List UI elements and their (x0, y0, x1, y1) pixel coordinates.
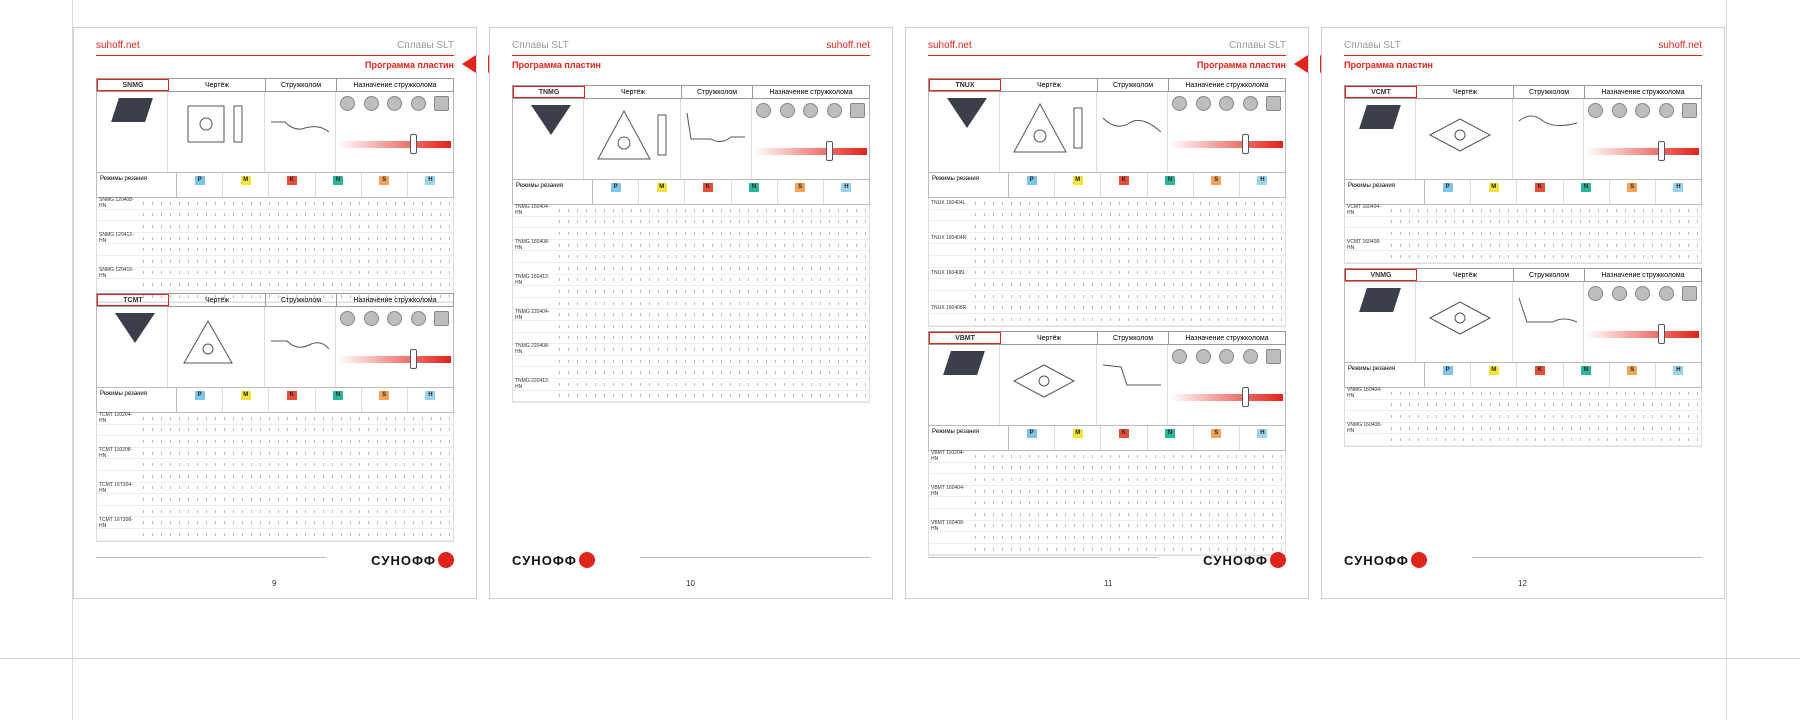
page-number: 12 (1518, 579, 1527, 588)
footer-line (928, 557, 1158, 558)
group-k: K (1119, 429, 1129, 438)
group-k: K (1535, 366, 1545, 375)
table-row: TNMG 160412-HN (513, 275, 869, 287)
purpose-cell (1168, 92, 1285, 172)
insert-drawing (168, 307, 264, 387)
breaker-profile (1097, 92, 1167, 172)
group-p: P (1443, 183, 1453, 192)
program-title: Программа пластин (1197, 60, 1286, 70)
program-title: Программа пластин (365, 60, 454, 70)
table-row (513, 356, 869, 368)
table-row (929, 509, 1285, 521)
group-p: P (1027, 176, 1037, 185)
group-s: S (379, 176, 389, 185)
group-s: S (379, 391, 389, 400)
drawing-header: Чертёж (1417, 86, 1514, 98)
breaker-header: Стружколом (266, 79, 337, 91)
insert-code: VCMT (1345, 86, 1417, 98)
table-row: TNMG 220408-HN (513, 344, 869, 356)
catalog-page-10 (489, 27, 893, 599)
breaker-header: Стружколом (1514, 86, 1585, 98)
brand-link[interactable]: suhoff.net (96, 40, 140, 51)
table-row (513, 286, 869, 298)
table-row (929, 497, 1285, 509)
prev-page-arrow-icon[interactable] (462, 55, 476, 73)
range-marker (410, 134, 417, 154)
cutting-table (96, 413, 454, 542)
header-divider (1344, 55, 1702, 56)
insert-section-tnux (928, 78, 1286, 327)
breaker-header: Стружколом (266, 294, 337, 306)
range-marker (410, 349, 417, 369)
group-n: N (1581, 366, 1591, 375)
table-row: TNUX 160408R (929, 302, 1285, 314)
insert-drawing (584, 99, 680, 179)
catalog-page-9 (73, 27, 477, 599)
table-row (97, 256, 453, 268)
breaker-header: Стружколом (682, 86, 753, 98)
sunoff-logo: СУНОФФ (371, 552, 454, 568)
application-bar (338, 356, 451, 363)
catalog-page-12 (1321, 27, 1725, 599)
purpose-icons (1172, 96, 1281, 111)
purpose-cell (752, 99, 869, 179)
group-m: M (1489, 183, 1499, 192)
group-h: H (1257, 176, 1267, 185)
header-divider (928, 55, 1286, 56)
table-row (1345, 434, 1701, 446)
table-row (929, 256, 1285, 268)
insert-drawing (168, 92, 264, 172)
purpose-header: Назначение стружколома (1601, 271, 1685, 279)
prev-page-arrow-icon[interactable] (1294, 55, 1308, 73)
group-p: P (195, 391, 205, 400)
purpose-cell (1168, 345, 1285, 425)
insert-image (1359, 288, 1401, 312)
group-k: K (287, 176, 297, 185)
cutting-table (512, 205, 870, 403)
insert-code: TNUX (929, 79, 1001, 91)
header-divider (512, 55, 870, 56)
table-row (97, 436, 453, 448)
cutting-table (1344, 205, 1702, 264)
table-row (97, 494, 453, 506)
table-row: VBMT 110204-HN (929, 451, 1285, 463)
group-h: H (425, 176, 435, 185)
table-row: VCMT 160404-HN (1345, 205, 1701, 217)
program-title: Программа пластин (512, 60, 601, 70)
group-s: S (1627, 183, 1637, 192)
insert-code: VNMG (1345, 269, 1417, 281)
table-row: TCMT 110208-HN (97, 448, 453, 460)
footer-line (640, 557, 870, 558)
group-h: H (1673, 183, 1683, 192)
table-row (1345, 228, 1701, 240)
table-row (929, 463, 1285, 475)
group-p: P (1443, 366, 1453, 375)
range-marker (1242, 134, 1249, 154)
brand-link[interactable]: suhoff.net (928, 40, 972, 51)
application-bar (1586, 331, 1699, 338)
purpose-header: Назначение стружколома (1185, 81, 1269, 89)
application-bar (338, 141, 451, 148)
table-row (929, 314, 1285, 326)
application-bar (1170, 394, 1283, 401)
catalog-page-11 (905, 27, 1309, 599)
group-m: M (241, 391, 251, 400)
program-title: Программа пластин (1344, 60, 1433, 70)
group-m: M (1489, 366, 1499, 375)
purpose-cell (1584, 282, 1701, 362)
application-bar (1586, 148, 1699, 155)
table-row (97, 279, 453, 291)
brand-link[interactable]: suhoff.net (1658, 40, 1702, 51)
table-row: VBMT 160404-HN (929, 486, 1285, 498)
sunoff-logo: СУНОФФ (1203, 552, 1286, 568)
table-row (97, 425, 453, 437)
group-h: H (1257, 429, 1267, 438)
insert-section-tcmt (96, 293, 454, 542)
group-s: S (1211, 176, 1221, 185)
table-row: TNMG 220412-HN (513, 379, 869, 391)
group-p: P (611, 183, 621, 192)
group-h: H (425, 391, 435, 400)
breaker-profile (1513, 99, 1583, 179)
drawing-cell (168, 92, 265, 172)
group-s: S (1627, 366, 1637, 375)
alloy-title: Сплавы SLT (1344, 40, 1401, 51)
insert-drawing (1000, 345, 1096, 425)
group-p: P (1027, 429, 1037, 438)
drawing-header: Чертёж (1001, 332, 1098, 344)
table-row (929, 474, 1285, 486)
purpose-cell (336, 307, 453, 387)
table-row (97, 529, 453, 541)
breaker-header: Стружколом (1098, 79, 1169, 91)
page-number: 11 (1104, 579, 1113, 588)
insert-image (115, 313, 155, 343)
group-n: N (333, 176, 343, 185)
table-row: TCMT 16T308-HN (97, 517, 453, 529)
group-s: S (795, 183, 805, 192)
modes-label: Режимы резания (97, 173, 177, 197)
table-row (513, 367, 869, 379)
guide-line (1726, 0, 1727, 720)
table-row (1345, 217, 1701, 229)
group-n: N (333, 391, 343, 400)
footer-line (96, 557, 326, 558)
table-row (929, 291, 1285, 303)
table-row (929, 279, 1285, 291)
table-row (513, 251, 869, 263)
table-row: SNMG 120412-HN (97, 233, 453, 245)
table-row: TNUX 160408L (929, 268, 1285, 280)
group-m: M (657, 183, 667, 192)
group-m: M (1073, 429, 1083, 438)
insert-image (1359, 105, 1401, 129)
insert-drawing (1416, 99, 1512, 179)
table-row (97, 210, 453, 222)
insert-section-tnmg (512, 85, 870, 403)
table-row: TNMG 220404-HN (513, 309, 869, 321)
table-row (97, 459, 453, 471)
purpose-cell (1584, 99, 1701, 179)
group-m: M (1073, 176, 1083, 185)
insert-image (943, 351, 985, 375)
purpose-header: Назначение стружколома (769, 88, 853, 96)
table-row (1345, 400, 1701, 412)
table-row: TCMT 16T304-HN (97, 483, 453, 495)
page-number: 10 (686, 579, 695, 588)
sunoff-logo: СУНОФФ (1344, 552, 1427, 568)
application-bar (1170, 141, 1283, 148)
brand-link[interactable]: suhoff.net (826, 40, 870, 51)
table-row (97, 471, 453, 483)
table-row (513, 217, 869, 229)
alloy-title: Сплавы SLT (512, 40, 569, 51)
breaker-profile (1097, 345, 1167, 425)
header-divider (96, 55, 454, 56)
table-row: TCMT 110204-HN (97, 413, 453, 425)
group-k: K (1119, 176, 1129, 185)
purpose-header: Назначение стружколома (353, 296, 437, 304)
insert-drawing (1000, 92, 1096, 172)
modes-label: Режимы резания (513, 180, 593, 204)
breaker-profile (1513, 282, 1583, 362)
purpose-icons (1588, 286, 1697, 301)
breaker-header: Стружколом (1514, 269, 1585, 281)
table-row (929, 532, 1285, 544)
table-row (97, 506, 453, 518)
table-row (1345, 251, 1701, 263)
cutting-table (928, 451, 1286, 556)
breaker-profile (681, 99, 751, 179)
insert-code: TNMG (513, 86, 585, 98)
table-row: SNMG 120408-HN (97, 198, 453, 210)
drawing-header: Чертёж (169, 294, 266, 306)
purpose-icons (1588, 103, 1697, 118)
breaker-profile (265, 92, 335, 172)
range-marker (1242, 387, 1249, 407)
table-row: TNUX 160404R (929, 233, 1285, 245)
purpose-header: Назначение стружколома (353, 81, 437, 89)
table-row (513, 333, 869, 345)
table-row (929, 244, 1285, 256)
drawing-header: Чертёж (585, 86, 682, 98)
table-row (513, 298, 869, 310)
group-k: K (703, 183, 713, 192)
modes-label: Режимы резания (929, 426, 1009, 450)
group-h: H (841, 183, 851, 192)
modes-label: Режимы резания (1345, 363, 1425, 387)
purpose-cell (336, 92, 453, 172)
drawing-header: Чертёж (1001, 79, 1098, 91)
group-n: N (749, 183, 759, 192)
table-row (513, 391, 869, 403)
table-row: TNUX 160404L (929, 198, 1285, 210)
table-row (513, 228, 869, 240)
purpose-icons (1172, 349, 1281, 364)
group-s: S (1211, 429, 1221, 438)
insert-drawing (1416, 282, 1512, 362)
range-marker (1658, 324, 1665, 344)
purpose-icons (756, 103, 865, 118)
application-bar (754, 148, 867, 155)
modes-label: Режимы резания (97, 388, 177, 412)
table-row: TNMG 160408-HN (513, 240, 869, 252)
modes-label: Режимы резания (929, 173, 1009, 197)
insert-section-vnmg (1344, 268, 1702, 447)
cutting-table (928, 198, 1286, 327)
group-n: N (1165, 176, 1175, 185)
modes-label: Режимы резания (1345, 180, 1425, 204)
table-row (97, 244, 453, 256)
purpose-header: Назначение стружколома (1601, 88, 1685, 96)
table-row: SNMG 120416-HN (97, 268, 453, 280)
insert-image (947, 98, 987, 128)
breaker-cell (265, 92, 336, 172)
group-k: K (1535, 183, 1545, 192)
table-row (513, 321, 869, 333)
page-number: 9 (272, 579, 277, 588)
breaker-profile (265, 307, 335, 387)
purpose-icons (340, 311, 449, 326)
breaker-header: Стружколом (1098, 332, 1169, 344)
group-n: N (1581, 183, 1591, 192)
alloy-title: Сплавы SLT (397, 40, 454, 51)
table-row: VNMG 160408-HN (1345, 423, 1701, 435)
table-row: TNMG 160404-HN (513, 205, 869, 217)
table-row (929, 221, 1285, 233)
group-m: M (241, 176, 251, 185)
footer-line (1472, 557, 1702, 558)
insert-section-vbmt (928, 331, 1286, 556)
cutting-table (96, 198, 454, 303)
insert-image (531, 105, 571, 135)
guide-line (0, 658, 1800, 659)
insert-section-vcmt (1344, 85, 1702, 264)
sunoff-logo: СУНОФФ (512, 552, 595, 568)
group-n: N (1165, 429, 1175, 438)
table-row: VCMT 160408-HN (1345, 240, 1701, 252)
group-h: H (1673, 366, 1683, 375)
range-marker (1658, 141, 1665, 161)
range-marker (826, 141, 833, 161)
drawing-header: Чертёж (169, 79, 266, 91)
table-row: VNMG 160404-HN (1345, 388, 1701, 400)
group-k: K (287, 391, 297, 400)
group-p: P (195, 176, 205, 185)
table-row (97, 221, 453, 233)
table-row (1345, 411, 1701, 423)
insert-code: VBMT (929, 332, 1001, 344)
cutting-table (1344, 388, 1702, 447)
insert-code: SNMG (97, 79, 169, 91)
table-row (513, 263, 869, 275)
purpose-icons (340, 96, 449, 111)
table-row: VBMT 160408-HN (929, 521, 1285, 533)
table-row (929, 210, 1285, 222)
insert-section-snmg (96, 78, 454, 303)
purpose-header: Назначение стружколома (1185, 334, 1269, 342)
drawing-header: Чертёж (1417, 269, 1514, 281)
insert-image (111, 98, 153, 122)
insert-code: TCMT (97, 294, 169, 306)
alloy-title: Сплавы SLT (1229, 40, 1286, 51)
